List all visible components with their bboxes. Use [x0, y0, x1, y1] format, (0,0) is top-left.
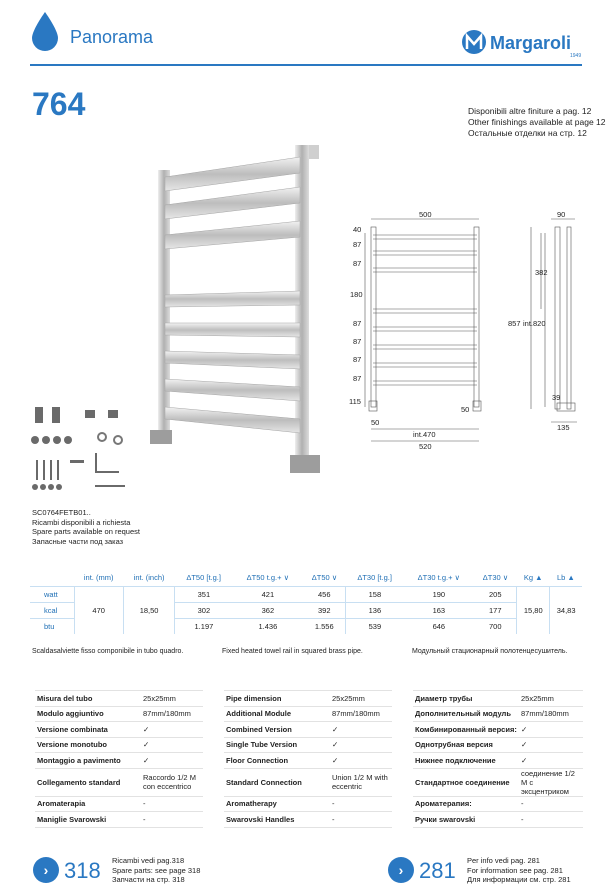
spec-row — [413, 691, 583, 707]
spec-key: Floor Connection — [224, 753, 330, 769]
spare-line: Запасные части под заказ — [32, 536, 124, 546]
row-label: kcal — [30, 602, 74, 618]
info-page-text — [467, 856, 571, 885]
footer-line: Spare parts: see page 318 — [112, 865, 201, 875]
spec-value: ✓ — [519, 753, 583, 769]
cell: 190 — [404, 586, 475, 602]
spec-value: - — [330, 812, 392, 828]
spec-row — [413, 753, 583, 769]
cell: 539 — [346, 618, 404, 634]
spec-key: Ароматерапия: — [413, 796, 519, 812]
dim-gap: 87 — [353, 374, 362, 383]
spec-value: - — [519, 796, 583, 812]
cell: 205 — [474, 586, 517, 602]
int-mm-value: 470 — [74, 586, 123, 634]
spare-parts-image — [30, 405, 130, 500]
spec-row — [35, 796, 203, 812]
dim-gap: 87 — [353, 337, 362, 346]
svg-text:1949: 1949 — [570, 53, 582, 59]
series-title: Panorama — [70, 27, 154, 47]
spec-value: соединение 1/2 M с эксцентриком — [519, 768, 583, 796]
svg-text:Margaroli: Margaroli — [490, 33, 572, 53]
dim-side-right: 50 — [461, 405, 470, 414]
spare-parts-note — [32, 508, 140, 546]
cell: 158 — [346, 586, 404, 602]
dim-bottom: 115 — [349, 397, 361, 406]
description-it: Scaldasalviette fisso componibile in tubo quadro. — [32, 648, 184, 655]
info-page-button[interactable]: › — [388, 857, 414, 883]
th-kg: Kg ▲ — [523, 573, 543, 583]
cell: 177 — [474, 602, 517, 618]
spec-value: ✓ — [330, 722, 392, 738]
spec-value: 25x25mm — [141, 691, 203, 707]
spec-key: Versione monotubo — [35, 737, 141, 753]
dim-gap: 87 — [353, 240, 362, 249]
spec-row — [224, 753, 392, 769]
th-dt30-v: ΔT30 ∨ — [482, 573, 509, 583]
int-inch-value: 18,50 — [123, 586, 174, 634]
footer-line: Запчасти на стр. 318 — [112, 875, 185, 884]
product-image — [145, 135, 335, 485]
spec-value: 87mm/180mm — [519, 706, 583, 722]
th-int-mm: int. (mm) — [83, 573, 114, 583]
spec-row — [413, 768, 583, 796]
th-dt50-v: ΔT50 ∨ — [311, 573, 338, 583]
cell: 392 — [303, 602, 346, 618]
tech-table — [30, 570, 582, 634]
th-dt30-tg: ΔT30 [t.g.] — [357, 573, 392, 583]
water-drop-icon — [30, 10, 60, 52]
info-page-number[interactable]: 281 — [419, 858, 456, 883]
margaroli-logo — [460, 27, 585, 59]
spec-value: - — [519, 812, 583, 828]
spec-value: 87mm/180mm — [330, 706, 392, 722]
spec-row — [35, 706, 203, 722]
model-number: 764 — [32, 86, 86, 122]
spec-table-en — [224, 690, 392, 828]
row-label: btu — [30, 618, 74, 634]
spec-value: Raccordo 1/2 M con eccentrico — [141, 768, 203, 796]
spare-line: Spare parts available on request — [32, 527, 140, 536]
spec-value: - — [141, 812, 203, 828]
spare-parts-page-text — [112, 856, 200, 885]
spec-value: ✓ — [519, 737, 583, 753]
spec-key: Misura del tubo — [35, 691, 141, 707]
dim-gap: 180 — [350, 290, 363, 299]
finishes-line: Disponibili altre finiture a pag. 12 — [468, 106, 592, 116]
spec-key: Aromaterapia — [35, 796, 141, 812]
spec-row — [413, 722, 583, 738]
dim-gap: 87 — [353, 259, 362, 268]
kg-value: 15,80 — [517, 586, 550, 634]
spec-value: Union 1/2 M with eccentric — [330, 768, 392, 796]
cell: 700 — [474, 618, 517, 634]
spec-value: 25x25mm — [330, 691, 392, 707]
finishes-note — [468, 106, 606, 139]
dim-foot-height: 39 — [552, 393, 561, 402]
spec-value: 87mm/180mm — [141, 706, 203, 722]
footer-line: For information see pag. 281 — [467, 865, 563, 875]
cell: 362 — [233, 602, 304, 618]
header-divider — [30, 64, 582, 66]
spec-value: - — [141, 796, 203, 812]
spec-key: Комбинированный версия: — [413, 722, 519, 738]
cell: 646 — [404, 618, 475, 634]
finishes-line: Остальные отделки на стр. 12 — [468, 128, 587, 138]
spec-key: Maniglie Svarowski — [35, 812, 141, 828]
spec-value: ✓ — [330, 753, 392, 769]
dim-total-height: 857 — [508, 319, 521, 328]
spec-key: Стандартное соединение — [413, 768, 519, 796]
table-row — [30, 586, 582, 602]
dim-upper-span: 382 — [535, 268, 548, 277]
spec-key: Ручки swarovski — [413, 812, 519, 828]
spec-key: Pipe dimension — [224, 691, 330, 707]
spec-key: Дополнительный модуль — [413, 706, 519, 722]
th-dt30-tgv: ΔT30 t.g.+ ∨ — [417, 573, 461, 583]
spec-row — [35, 737, 203, 753]
dim-base-width: 520 — [419, 442, 432, 451]
spec-row — [35, 812, 203, 828]
dim-gap: 87 — [353, 355, 362, 364]
dim-inner-height: int.820 — [523, 319, 546, 328]
dim-gap: 87 — [353, 319, 362, 328]
description-en: Fixed heated towel rail in squared brass pipe. — [222, 648, 363, 655]
cell: 351 — [175, 586, 233, 602]
spec-row — [413, 796, 583, 812]
th-dt50-tg: ΔT50 [t.g.] — [186, 573, 221, 583]
spec-row — [35, 722, 203, 738]
spec-key: Montaggio a pavimento — [35, 753, 141, 769]
spec-key: Collegamento standard — [35, 768, 141, 796]
cell: 163 — [404, 602, 475, 618]
row-label: watt — [30, 586, 74, 602]
spec-value: ✓ — [141, 722, 203, 738]
spec-row — [224, 722, 392, 738]
description-ru: Модульный стационарный полотенцесушитель. — [412, 648, 568, 655]
spec-row — [224, 737, 392, 753]
dim-top: 40 — [353, 225, 362, 234]
dim-depth: 90 — [557, 210, 566, 219]
spec-row — [413, 706, 583, 722]
th-lb: Lb ▲ — [556, 573, 575, 583]
spec-value: ✓ — [141, 753, 203, 769]
spec-key: Нижнее подключение — [413, 753, 519, 769]
spare-parts-page-number[interactable]: 318 — [64, 858, 101, 883]
spec-value: ✓ — [141, 737, 203, 753]
spec-key: Single Tube Version — [224, 737, 330, 753]
spec-key: Versione combinata — [35, 722, 141, 738]
finishes-line: Other finishings available at page 12 — [468, 117, 606, 127]
cell: 456 — [303, 586, 346, 602]
spec-table-ru — [413, 690, 583, 828]
spec-key: Standard Connection — [224, 768, 330, 796]
cell: 302 — [175, 602, 233, 618]
spec-value: ✓ — [330, 737, 392, 753]
spare-parts-page-button[interactable]: › — [33, 857, 59, 883]
cell: 1.556 — [303, 618, 346, 634]
spec-key: Aromatherapy — [224, 796, 330, 812]
spec-key: Additional Module — [224, 706, 330, 722]
cell: 1.436 — [233, 618, 304, 634]
spec-value: 25x25mm — [519, 691, 583, 707]
technical-drawing — [345, 205, 590, 460]
footer-line: Ricambi vedi pag.318 — [112, 856, 185, 865]
spec-value: ✓ — [519, 722, 583, 738]
spec-row — [224, 706, 392, 722]
cell: 136 — [346, 602, 404, 618]
spec-row — [413, 812, 583, 828]
footer-line: Для информации см. стр. 281 — [467, 875, 571, 884]
spec-key: Combined Version — [224, 722, 330, 738]
spare-line: Ricambi disponibili a richiesta — [32, 517, 131, 527]
spec-row — [224, 691, 392, 707]
lb-value: 34,83 — [550, 586, 582, 634]
cell: 421 — [233, 586, 304, 602]
spec-key: Однотрубная версия — [413, 737, 519, 753]
spec-row — [224, 768, 392, 796]
spec-key: Modulo aggiuntivo — [35, 706, 141, 722]
dim-inner-width: int.470 — [413, 430, 436, 439]
spec-value: - — [330, 796, 392, 812]
spare-code: SC0764FETB01.. — [32, 508, 91, 517]
spec-row — [35, 691, 203, 707]
spec-key: Swarovski Handles — [224, 812, 330, 828]
spec-key: Диаметр трубы — [413, 691, 519, 707]
spec-row — [224, 812, 392, 828]
th-int-inch: int. (inch) — [133, 573, 165, 583]
spec-row — [224, 796, 392, 812]
spec-row — [35, 753, 203, 769]
footer-line: Per info vedi pag. 281 — [467, 856, 540, 865]
dim-side-left: 50 — [371, 418, 380, 427]
th-dt50-tgv: ΔT50 t.g.+ ∨ — [246, 573, 290, 583]
spec-row — [35, 768, 203, 796]
dim-foot-width: 135 — [557, 423, 570, 432]
spec-row — [413, 737, 583, 753]
spec-table-it — [35, 690, 203, 828]
cell: 1.197 — [175, 618, 233, 634]
dim-width: 500 — [419, 210, 432, 219]
